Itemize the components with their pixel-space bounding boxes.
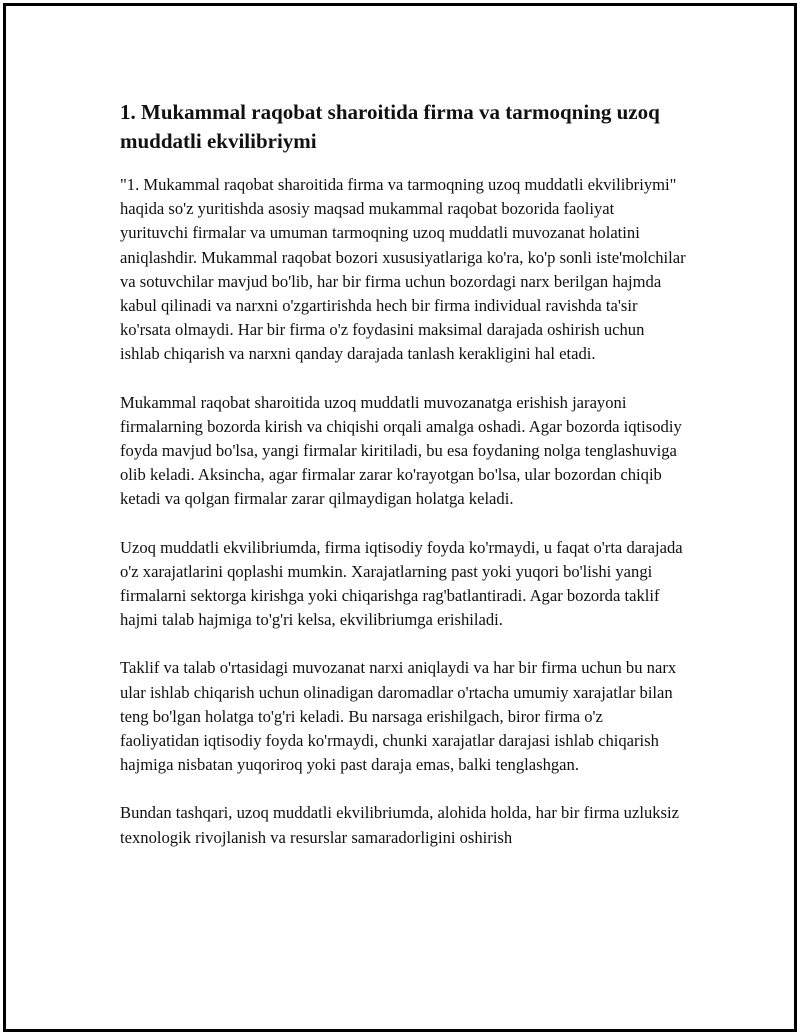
- paragraph-5: Bundan tashqari, uzoq muddatli ekvilibriumda, alohida holda, har bir firma uzluksiz texnologik rivojlanish va resurslar samaradorligini oshirish: [120, 803, 679, 847]
- paragraph-4: Taklif va talab o'rtasidagi muvozanat narxi aniqlaydi va har bir firma uchun bu narx ular ishlab chiqarish uchun olinadigan daromadlar o'rtacha umumiy xarajatlar bilan teng bo'lgan holatga to'g'ri keladi. Bu narsaga erishilgach, biror firma o'z faoliyatidan iqtisodiy foyda ko'rmaydi, chunki xarajatlar darajasi ishlab chiqarish hajmiga nisbatan yuqoriroq yoki past daraja emas, balki tenglashgan.: [120, 658, 677, 775]
- page-frame: [3, 3, 797, 1032]
- document-title: 1. Mukammal raqobat sharoitida firma va tarmoqning uzoq muddatli ekvilibriymi: [120, 100, 660, 153]
- paragraph-1: "1. Mukammal raqobat sharoitida firma va tarmoqning uzoq muddatli ekvilibriymi" haqida so'z yuritishda asosiy maqsad mukammal raqobat bozorida faoliyat yurituvchi firmalar va umuman tarmoqning uzoq muddatli muvozanat holatini aniqlashdir. Mukammal raqobat bozori xususiyatlariga ko'ra, ko'p sonli iste'molchilar va sotuvchilar mavjud bo'lib, har bir firma uchun bozordagi narx berilgan hajmda kabul qilinadi va narxni o'zgartirishda hech bir firma individual ravishda ta'sir ko'rsata olmaydi. Har bir firma o'z foydasini maksimal darajada oshirish uchun ishlab chiqarish va narxni qanday darajada tanlash kerakligini hal etadi.: [120, 175, 686, 364]
- document-body: [120, 98, 686, 874]
- paragraph-3: Uzoq muddatli ekvilibriumda, firma iqtisodiy foyda ko'rmaydi, u faqat o'rta darajada o'z xarajatlarini qoplashi mumkin. Xarajatlarning past yoki yuqori bo'lishi yangi firmalarni sektorga kirishga yoki chiqarishga rag'batlantiradi. Agar bozorda taklif hajmi talab hajmiga to'g'ri kelsa, ekvilibriumga erishiladi.: [120, 537, 683, 630]
- paragraph-2: Mukammal raqobat sharoitida uzoq muddatli muvozanatga erishish jarayoni firmalarning bozorda kirish va chiqishi orqali amalga oshadi. Agar bozorda iqtisodiy foyda mavjud bo'lsa, yangi firmalar kiritiladi, bu esa foydaning nolga tenglashuviga olib keladi. Aksincha, agar firmalar zarar ko'rayotgan bo'lsa, ular bozordan chiqib ketadi va qolgan firmalar zarar qilmaydigan holatga keladi.: [120, 392, 682, 509]
